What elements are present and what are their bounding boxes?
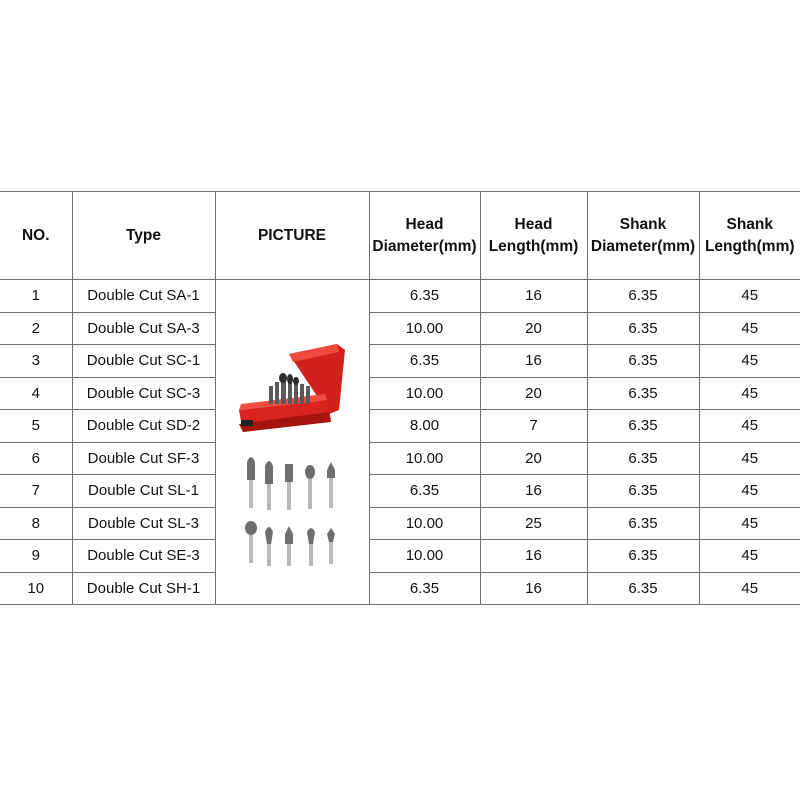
cell-head-diameter: 10.00	[369, 377, 480, 410]
cell-type: Double Cut SC-1	[72, 345, 215, 378]
cell-no: 4	[0, 377, 72, 410]
header-head-diameter-line2: Diameter(mm)	[372, 237, 477, 255]
cell-no: 10	[0, 572, 72, 605]
header-shank-diameter	[587, 192, 699, 280]
cell-shank-length: 45	[699, 442, 800, 475]
spec-table	[0, 191, 800, 605]
carbide-burr-bit-icon	[247, 457, 255, 508]
cell-type: Double Cut SA-3	[72, 312, 215, 345]
header-picture: PICTURE	[215, 192, 369, 280]
cell-no: 6	[0, 442, 72, 475]
carbide-burr-bit-icon	[327, 462, 335, 508]
cell-shank-length: 45	[699, 312, 800, 345]
carbide-burr-bit-icon	[265, 461, 273, 510]
header-head-length-line2: Length(mm)	[488, 237, 579, 255]
cell-no: 3	[0, 345, 72, 378]
cell-head-diameter: 6.35	[369, 475, 480, 508]
header-type: Type	[72, 192, 215, 280]
cell-shank-length: 45	[699, 572, 800, 605]
cell-type: Double Cut SH-1	[72, 572, 215, 605]
table-row	[0, 280, 800, 313]
table-row	[0, 572, 800, 605]
table-row	[0, 507, 800, 540]
cell-shank-diameter: 6.35	[587, 280, 699, 313]
cell-shank-diameter: 6.35	[587, 475, 699, 508]
cell-type: Double Cut SE-3	[72, 540, 215, 573]
cell-shank-length: 45	[699, 540, 800, 573]
cell-shank-diameter: 6.35	[587, 377, 699, 410]
table-row	[0, 377, 800, 410]
header-shank-diameter-line2: Diameter(mm)	[590, 237, 696, 255]
table-row	[0, 540, 800, 573]
cell-head-diameter: 8.00	[369, 410, 480, 443]
header-shank-length-line2: Length(mm)	[704, 237, 795, 255]
cell-type: Double Cut SL-1	[72, 475, 215, 508]
header-head-length-line1: Head	[514, 215, 553, 233]
cell-type: Double Cut SC-3	[72, 377, 215, 410]
carbide-burr-bit-icon	[285, 464, 293, 510]
cell-no: 5	[0, 410, 72, 443]
cell-type: Double Cut SD-2	[72, 410, 215, 443]
cell-shank-length: 45	[699, 410, 800, 443]
header-head-diameter	[369, 192, 480, 280]
cell-shank-diameter: 6.35	[587, 410, 699, 443]
carbide-burr-bit-icon	[305, 465, 315, 509]
cell-head-length: 7	[480, 410, 587, 443]
cell-head-length: 16	[480, 345, 587, 378]
carbide-burr-bit-icon	[265, 527, 273, 566]
carbide-burr-bit-icon	[245, 521, 257, 563]
cell-shank-length: 45	[699, 377, 800, 410]
burr-bits-row-1	[247, 457, 335, 510]
cell-shank-diameter: 6.35	[587, 312, 699, 345]
cell-shank-length: 45	[699, 475, 800, 508]
cell-shank-diameter: 6.35	[587, 442, 699, 475]
cell-type: Double Cut SL-3	[72, 507, 215, 540]
burr-set-picture	[217, 292, 367, 592]
table-row	[0, 312, 800, 345]
header-shank-length-line1: Shank	[726, 215, 773, 233]
cell-head-length: 16	[480, 475, 587, 508]
cell-shank-length: 45	[699, 507, 800, 540]
header-head-length	[480, 192, 587, 280]
carbide-burr-bit-icon	[285, 526, 293, 566]
cell-head-length: 25	[480, 507, 587, 540]
header-row	[0, 192, 800, 280]
cell-head-diameter: 10.00	[369, 540, 480, 573]
cell-head-length: 16	[480, 280, 587, 313]
cell-type: Double Cut SA-1	[72, 280, 215, 313]
burr-set-case-icon	[239, 344, 345, 432]
cell-shank-length: 45	[699, 345, 800, 378]
cell-head-diameter: 10.00	[369, 442, 480, 475]
cell-head-diameter: 6.35	[369, 345, 480, 378]
cell-no: 8	[0, 507, 72, 540]
header-shank-length	[699, 192, 800, 280]
cell-no: 1	[0, 280, 72, 313]
cell-head-diameter: 10.00	[369, 507, 480, 540]
picture-cell	[215, 280, 369, 605]
cell-head-length: 20	[480, 377, 587, 410]
table-row	[0, 475, 800, 508]
burr-bits-row-2	[245, 521, 335, 566]
header-shank-diameter-line1: Shank	[619, 215, 667, 233]
cell-head-diameter: 10.00	[369, 312, 480, 345]
cell-shank-diameter: 6.35	[587, 507, 699, 540]
table-row	[0, 345, 800, 378]
cell-no: 2	[0, 312, 72, 345]
carbide-burr-bit-icon	[307, 528, 315, 566]
carbide-burr-bit-icon	[327, 528, 335, 564]
cell-head-length: 16	[480, 572, 587, 605]
table-row	[0, 442, 800, 475]
cell-head-length: 20	[480, 442, 587, 475]
cell-shank-diameter: 6.35	[587, 540, 699, 573]
cell-head-length: 20	[480, 312, 587, 345]
cell-head-diameter: 6.35	[369, 280, 480, 313]
cell-head-length: 16	[480, 540, 587, 573]
header-head-diameter-line1: Head	[405, 215, 444, 233]
cell-no: 9	[0, 540, 72, 573]
cell-head-diameter: 6.35	[369, 572, 480, 605]
cell-shank-diameter: 6.35	[587, 345, 699, 378]
table-row	[0, 410, 800, 443]
cell-shank-diameter: 6.35	[587, 572, 699, 605]
header-no: NO.	[0, 192, 72, 280]
cell-type: Double Cut SF-3	[72, 442, 215, 475]
cell-no: 7	[0, 475, 72, 508]
cell-shank-length: 45	[699, 280, 800, 313]
